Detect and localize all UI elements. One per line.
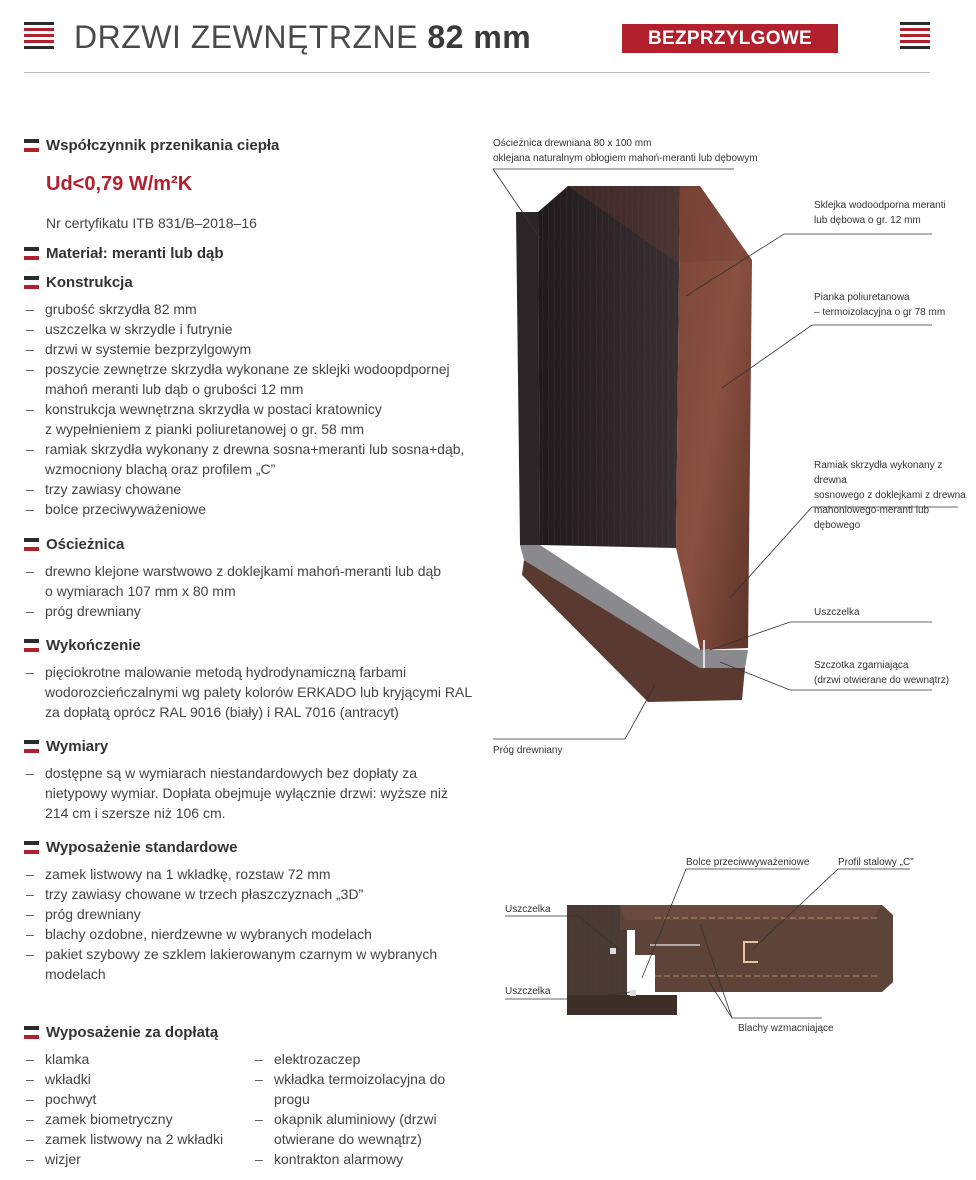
section-heading: Konstrukcja [46, 274, 133, 291]
heat-value: Ud<0,79 W/m²K [46, 173, 193, 195]
callout-foam: Pianka poliuretanowa – termoizolacyjna o gr 78 mm [814, 292, 946, 318]
section-heading: Wykończenie [46, 637, 141, 654]
seal-mark [630, 990, 636, 996]
list-item: – trzy zawiasy chowane w trzech płaszczyznach „3D” [24, 884, 437, 904]
list-item: – drewno klejone warstwowo z doklejkami mahoń-meranti lub dąb o wymiarach 107 mm x 80 mm [24, 561, 441, 601]
leader-foam [722, 325, 932, 388]
list-item: – ramiak skrzydła wykonany z drewna sosna+meranti lub sosna+dąb, wzmocniony blachą oraz profilem „C” [24, 439, 464, 479]
section-heading: Wyposażenie za dopłatą [46, 1024, 219, 1041]
callout-seal-top: Uszczelka [505, 904, 551, 915]
list-item: – okapnik aluminiowy (drzwi otwierane do wewnątrz) [253, 1109, 445, 1149]
list-item: – grubość skrzydła 82 mm [24, 299, 464, 319]
callout-frame-wood: Ościeżnica drewniana 80 x 100 mm oklejana naturalnym obłogiem mahoń-meranti lub dębowym [493, 138, 758, 164]
section-heading: Ościeżnica [46, 536, 125, 553]
list-item: – wkładki [24, 1069, 223, 1089]
title-light: DRZWI ZEWNĘTRZNE [74, 19, 418, 55]
list-item: – próg drewniany [24, 904, 437, 924]
section-heading: Współczynnik przenikania ciepła [46, 137, 280, 154]
list-item: – bolce przeciwyważeniowe [24, 499, 464, 519]
list-item: – dostępne są w wymiarach niestandardowych bez dopłaty za nietypowy wymiar. Dopłata obejmuje wyłącznie drzwi: wyższe niż 214 cm i szersze niż 106 cm. [24, 763, 448, 823]
callout-brush: Szczotka zgarniająca (drzwi otwierane do wewnątrz) [814, 660, 950, 686]
list-item: – pięciokrotne malowanie metodą hydrodynamiczną farbami wodorozcieńczalnymi wg palety kolorów ERKADO lub kryjącymi RAL za dopłatą oprócz RAL 9016 (biały) i RAL 7016 (antracyt) [24, 662, 472, 722]
list-item: – zamek biometryczny [24, 1109, 223, 1129]
type-badge: BEZPRZYLGOWE [622, 24, 838, 53]
list-item: – elektrozaczep [253, 1049, 445, 1069]
callout-bolts: Bolce przeciwwyważeniowe [686, 857, 810, 868]
leader-threshold [493, 685, 655, 739]
list-item: – kontrakton alarmowy [253, 1149, 445, 1169]
list-item: – klamka [24, 1049, 223, 1069]
list-item: – poszycie zewnętrze skrzydła wykonane ze sklejki wodoopdpornej mahoń meranti lub dąb o grubości 12 mm [24, 359, 464, 399]
callout-plywood: Sklejka wodoodporna meranti lub dębowa o gr. 12 mm [814, 200, 946, 226]
list-item: – zamek listwowy na 1 wkładkę, rozstaw 72 mm [24, 864, 437, 884]
certificate-number: Nr certyfikatu ITB 831/B–2018–16 [46, 215, 257, 231]
door-section-illustration [516, 186, 752, 702]
door-edge-illustration [567, 905, 893, 1015]
list-item: – zamek listwowy na 2 wkładki [24, 1129, 223, 1149]
list-item: – konstrukcja wewnętrzna skrzydła w postaci kratownicy z wypełnieniem z pianki poliuretanowej o gr. 58 mm [24, 399, 464, 439]
list-item: – wkładka termoizolacyjna do progu [253, 1069, 445, 1109]
callout-seal-bottom: Uszczelka [505, 986, 551, 997]
section-heading: Wyposażenie standardowe [46, 839, 238, 856]
list-item: – próg drewniany [24, 601, 441, 621]
callout-seal: Uszczelka [814, 607, 860, 618]
section-heading: Wymiary [46, 738, 109, 755]
list-item: – pochwyt [24, 1089, 223, 1109]
list-item: – uszczelka w skrzydle i futrynie [24, 319, 464, 339]
title-bold: 82 mm [427, 19, 532, 55]
list-item: – trzy zawiasy chowane [24, 479, 464, 499]
section-heading: Materiał: meranti lub dąb [46, 245, 224, 262]
callout-profile: Profil stalowy „C” [838, 857, 914, 868]
callout-rail: Ramiak skrzydła wykonany z drewna sosnowego z doklejkami z drewna mahoniowego-meranti lub dębowego [814, 460, 966, 531]
callout-plates: Blachy wzmacniające [738, 1023, 834, 1034]
list-item: – wizjer [24, 1149, 223, 1169]
list-item: – drzwi w systemie bezprzylgowym [24, 339, 464, 359]
list-item: – pakiet szybowy ze szklem lakierowanym czarnym w wybranych modelach [24, 944, 437, 984]
callout-threshold: Próg drewniany [493, 745, 563, 756]
list-item: – blachy ozdobne, nierdzewne w wybranych modelach [24, 924, 437, 944]
frame-face [516, 212, 540, 545]
seal-mark [610, 948, 616, 954]
